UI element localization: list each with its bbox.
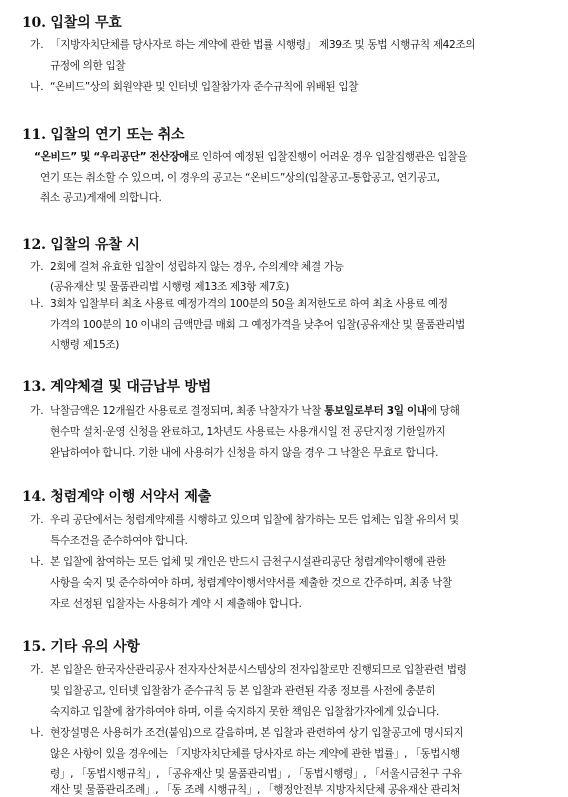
body-text: 낙찰금액은 12개월간 사용료로 결정되며, 최종 낙찰자가 낙찰 [50, 405, 325, 417]
body-line: 2회에 걸쳐 유효한 입찰이 성립하지 않는 경우, 수의계약 체결 가능 [50, 261, 344, 273]
item-marker: 나. [30, 81, 44, 93]
section-title-15: 15. 기타 유의 사항 [22, 639, 140, 655]
body-line: 령」, 「동법시행규칙」, 「공유재산 및 물품관리법」, 「동법시행령」, 「서울시금천구 구유 [50, 768, 462, 780]
section-title-12: 12. 입찰의 유찰 시 [22, 237, 140, 253]
body-line: 취소 공고)게재에 의합니다. [40, 192, 162, 204]
item-marker: 가. [30, 664, 44, 676]
emphasis-text: 통보일로부터 3일 이내 [324, 405, 427, 417]
section-title-14: 14. 청렴계약 이행 서약서 제출 [22, 489, 212, 505]
item-marker: 가. [30, 405, 44, 417]
emphasis-text: “온비드” 및 “우리공단” 전산장애 [34, 151, 190, 163]
body-line: 본 입찰에 참여하는 모든 업체 및 개인은 반드시 금천구시설관리공단 청렴계약이행에 관한 [50, 556, 446, 568]
body-line: 현수막 설치·운영 신청을 완료하고, 1차년도 사용료는 사용개시일 전 공단지정 기한일까지 [50, 426, 446, 438]
body-line: 규정에 의한 입찰 [50, 60, 126, 72]
item-marker: 나. [30, 556, 44, 568]
body-line: 숙지하고 입찰에 참가하여야 하며, 이를 숙지하지 못한 책임은 입찰참가자에게 있습니다. [50, 706, 439, 718]
body-line [50, 404, 459, 418]
body-line: “온비드”상의 회원약관 및 인터넷 입찰참가자 준수규칙에 위배된 입찰 [50, 81, 359, 93]
section-title-10: 10. 입찰의 무효 [22, 15, 122, 31]
item-marker: 가. [30, 261, 44, 273]
item-marker: 나. [30, 727, 44, 739]
body-line: 본 입찰은 한국자산관리공사 전자자산처분시스템상의 전자입찰로만 진행되므로 입찰관련 법령 [50, 664, 467, 676]
body-line: 우리 공단에서는 청렴계약제를 시행하고 있으며 입찰에 참가하는 모든 업체는 입찰 유의서 및 [50, 514, 459, 526]
body-line: 자로 선정된 입찰자는 사용허가 계약 시 제출해야 합니다. [50, 598, 302, 610]
body-line: 사항을 숙지 및 준수하여야 하며, 청렴계약이행서약서를 제출한 것으로 간주하며, 최종 낙찰 [50, 577, 452, 589]
section-title-11: 11. 입찰의 연기 또는 취소 [22, 127, 185, 143]
body-line: 현장설명은 사용허가 조건(붙임)으로 갈음하며, 본 입찰과 관련하여 상기 입찰공고에 명시되지 [50, 727, 464, 739]
body-line: 가격의 100분의 10 이내의 금액만큼 매회 그 예정가격을 낮추어 입찰(공유재산 및 물품관리법 [50, 319, 465, 331]
body-line: 및 입찰공고, 인터넷 입찰참가 준수규칙 등 본 입찰과 관련된 각종 정보를 사전에 충분히 [50, 685, 436, 697]
body-line: 시행령 제15조) [50, 339, 119, 351]
body-line: 연기 또는 취소할 수 있으며, 이 경우의 공고는 “온비드”상의(입찰공고-통합공고, 연기공고, [40, 172, 440, 184]
body-line: 3회차 입찰부터 최초 사용료 예정가격의 100분의 50을 최저한도로 하여 최초 사용료 예정 [50, 298, 448, 310]
body-text: 로 인하여 예정된 입찰진행이 어려운 경우 입찰집행관은 입찰을 [189, 151, 468, 163]
body-text: 에 당해 [426, 405, 460, 417]
body-line: 완납하여야 합니다. 기한 내에 사용허가 신청을 하지 않을 경우 그 낙찰은 무효로 합니다. [50, 447, 439, 459]
body-line: 않은 사항이 있을 경우에는 「지방자치단체를 당사자로 하는 계약에 관한 법률」, 「동법시행 [50, 748, 460, 760]
item-marker: 나. [30, 298, 44, 310]
item-marker: 가. [30, 39, 44, 51]
body-line: (공유재산 및 물품관리법 시행령 제13조 제3항 제7호) [50, 281, 290, 293]
item-marker: 가. [30, 514, 44, 526]
body-line: 「지방자치단체를 당사자로 하는 계약에 관한 법률 시행령」 제39조 및 동법 시행규칙 제42조의 [50, 39, 476, 51]
body-line: 재산 및 물품관리조례」, 「동 조례 시행규칙」, 「행정안전부 지방자치단체 공유재산 관리처 [50, 784, 461, 796]
section-title-13: 13. 계약체결 및 대금납부 방법 [22, 379, 212, 395]
body-line [34, 150, 467, 164]
body-line: 특수조건을 준수하여야 합니다. [50, 535, 188, 547]
